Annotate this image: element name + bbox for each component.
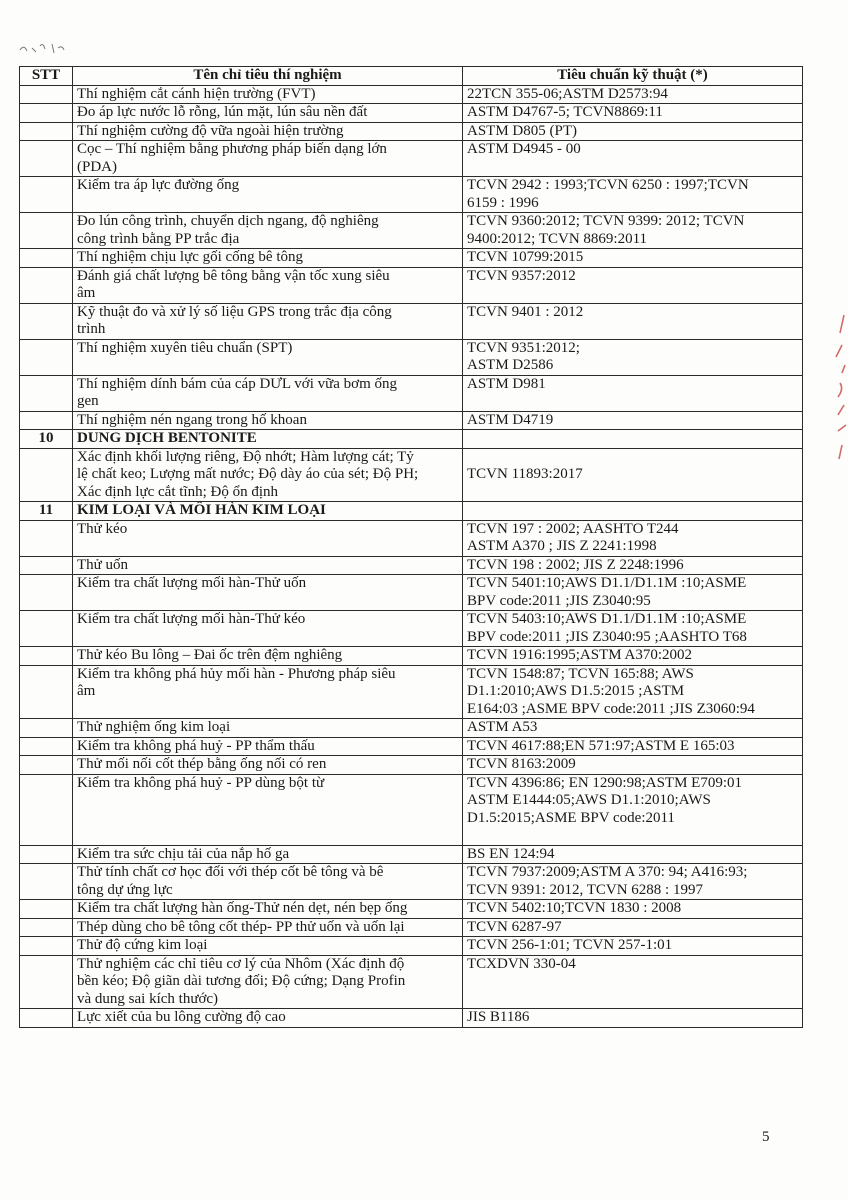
table-row — [20, 719, 803, 738]
test-name-line: Xác định khối lượng riêng, Độ nhớt; Hàm lượng cát; Tỷ — [77, 448, 414, 465]
row-test-name — [73, 647, 463, 666]
standard-line — [467, 827, 798, 845]
standard-line: ASTM D4945 - 00 — [467, 141, 581, 157]
row-test-name — [73, 141, 463, 177]
row-stt — [20, 122, 73, 141]
standard-line: TCVN 9351:2012; — [467, 339, 580, 356]
test-name-line — [77, 701, 458, 719]
row-test-name — [73, 213, 463, 249]
table-row — [20, 177, 803, 213]
row-stt — [20, 85, 73, 104]
row-test-name — [73, 774, 463, 845]
table-row — [20, 575, 803, 611]
row-test-name — [73, 303, 463, 339]
row-stt: 11 — [20, 502, 73, 521]
test-name-line: Thử nghiệm ống kim loại — [77, 719, 231, 735]
test-name-line — [77, 357, 458, 375]
row-stt — [20, 375, 73, 411]
row-stt — [20, 104, 73, 123]
row-test-name — [73, 520, 463, 556]
table-row — [20, 937, 803, 956]
table-row — [20, 141, 803, 177]
row-test-name — [73, 737, 463, 756]
test-name-line: Kiểm tra sức chịu tải của nắp hố ga — [77, 845, 290, 862]
row-standard — [463, 900, 803, 919]
section-row — [20, 502, 803, 521]
standard-line: ASTM D4719 — [467, 411, 554, 428]
row-standard — [463, 774, 803, 845]
standard-line: D1.1:2010;AWS D1.5:2015 ;ASTM — [467, 683, 685, 699]
test-name-line: DUNG DỊCH BENTONITE — [77, 430, 257, 446]
test-name-line: Đo lún công trình, chuyển dịch ngang, độ nghiêng — [77, 213, 379, 229]
standard-line: TCVN 9401 : 2012 — [467, 303, 584, 320]
handwritten-scribble — [18, 36, 78, 56]
standard-line: TCVN 6287-97 — [467, 918, 562, 935]
row-standard — [463, 647, 803, 666]
standard-line: TCVN 8163:2009 — [467, 756, 576, 772]
test-name-line: Thí nghiệm cường độ vữa ngoài hiện trường — [77, 122, 344, 139]
row-stt — [20, 845, 73, 864]
table-row — [20, 122, 803, 141]
row-standard — [463, 611, 803, 647]
row-stt — [20, 339, 73, 375]
standard-line: TCVN 197 : 2002; AASHTO T244 — [467, 520, 679, 537]
row-standard — [463, 864, 803, 900]
table-row — [20, 375, 803, 411]
test-name-line: Cọc – Thí nghiệm bằng phương pháp biến dạng lớn — [77, 141, 387, 157]
row-standard — [463, 556, 803, 575]
standard-line: TCVN 7937:2009;ASTM A 370: 94; A416:93; — [467, 864, 748, 880]
row-stt — [20, 1009, 73, 1028]
standard-line: TCVN 9357:2012 — [467, 267, 576, 284]
row-standard — [463, 756, 803, 775]
standard-line: ASTM A370 ; JIS Z 2241:1998 — [467, 538, 657, 554]
test-name-line: Thí nghiệm cắt cánh hiện trường (FVT) — [77, 85, 316, 102]
row-test-name — [73, 430, 463, 449]
row-stt — [20, 267, 73, 303]
standard-line: TCVN 4396:86; EN 1290:98;ASTM E709:01 — [467, 774, 743, 791]
standard-line — [467, 430, 798, 448]
row-standard — [463, 937, 803, 956]
test-name-line: gen — [77, 393, 99, 409]
test-name-line: công trình bằng PP trắc địa — [77, 230, 240, 247]
standard-line: TCVN 5403:10;AWS D1.1/D1.1M :10;ASME — [467, 611, 747, 627]
table-row — [20, 1009, 803, 1028]
row-standard — [463, 213, 803, 249]
standard-line: ASTM E1444:05;AWS D1.1:2010;AWS — [467, 792, 711, 808]
test-name-line: Kiểm tra chất lượng mối hàn-Thử kéo — [77, 611, 306, 627]
standard-line — [467, 973, 798, 991]
row-standard — [463, 737, 803, 756]
row-test-name — [73, 104, 463, 123]
standard-line: TCVN 11893:2017 — [467, 466, 583, 482]
row-test-name — [73, 665, 463, 719]
table-row — [20, 955, 803, 1009]
standard-line — [467, 991, 798, 1009]
row-test-name — [73, 611, 463, 647]
standard-line: TCVN 1548:87; TCVN 165:88; AWS — [467, 665, 694, 682]
table-row — [20, 104, 803, 123]
standard-line — [467, 484, 798, 502]
row-stt — [20, 249, 73, 268]
standard-line: BPV code:2011 ;JIS Z3040:95 ;AASHTO T68 — [467, 628, 747, 645]
test-name-line: Thí nghiệm chịu lực gối cống bê tông — [77, 249, 304, 265]
table-header-row — [20, 67, 803, 86]
row-standard — [463, 141, 803, 177]
table-row — [20, 85, 803, 104]
test-name-line: Kỹ thuật đo và xử lý số liệu GPS trong trắc địa công — [77, 303, 392, 320]
table-row — [20, 774, 803, 845]
row-stt — [20, 556, 73, 575]
standard-line: TCXDVN 330-04 — [467, 955, 576, 972]
test-name-line: Xác định lực cắt tĩnh; Độ ổn định — [77, 483, 279, 500]
test-name-line: Kiểm tra không phá hủy mối hàn - Phương pháp siêu — [77, 665, 396, 682]
row-stt — [20, 900, 73, 919]
row-stt — [20, 611, 73, 647]
test-name-line: Thí nghiệm xuyên tiêu chuẩn (SPT) — [77, 339, 293, 356]
test-name-line: trình — [77, 321, 106, 337]
row-standard — [463, 85, 803, 104]
row-stt — [20, 575, 73, 611]
standard-line: ASTM D805 (PT) — [467, 122, 578, 139]
row-standard — [463, 122, 803, 141]
test-name-line: Đánh giá chất lượng bê tông bằng vận tốc xung siêu — [77, 267, 390, 284]
test-name-line: Thử mối nối cốt thép bằng ống nối có ren — [77, 756, 327, 772]
test-name-line: Thử kéo — [77, 520, 128, 537]
test-name-line: âm — [77, 683, 96, 699]
test-name-line — [77, 195, 458, 213]
row-standard — [463, 375, 803, 411]
test-name-line — [77, 629, 458, 647]
row-stt: 10 — [20, 430, 73, 449]
row-stt — [20, 719, 73, 738]
test-name-line: Thép dùng cho bê tông cốt thép- PP thử uốn và uốn lại — [77, 918, 405, 935]
row-test-name — [73, 267, 463, 303]
test-name-line: âm — [77, 285, 96, 301]
row-test-name — [73, 918, 463, 937]
standard-line: E164:03 ;ASME BPV code:2011 ;JIS Z3060:94 — [467, 700, 755, 717]
row-test-name — [73, 177, 463, 213]
standard-line: TCVN 1916:1995;ASTM A370:2002 — [467, 647, 693, 663]
row-test-name — [73, 411, 463, 430]
test-name-line: Kiểm tra không phá huỷ - PP dùng bột từ — [77, 774, 325, 791]
row-test-name — [73, 1009, 463, 1028]
table-body — [20, 85, 803, 1027]
table-row — [20, 845, 803, 864]
test-name-line — [77, 810, 458, 828]
test-name-line: (PDA) — [77, 158, 117, 175]
row-stt — [20, 737, 73, 756]
table-row — [20, 339, 803, 375]
table-row — [20, 665, 803, 719]
standard-line: TCVN 198 : 2002; JIS Z 2248:1996 — [467, 556, 684, 573]
test-name-line: Thử tính chất cơ học đối với thép cốt bê tông và bê — [77, 864, 384, 880]
row-test-name — [73, 339, 463, 375]
test-name-line: Kiểm tra áp lực đường ống — [77, 177, 240, 193]
test-name-line: Thử kéo Bu lông – Đai ốc trên đệm nghiêng — [77, 647, 343, 663]
row-stt — [20, 774, 73, 845]
table-row — [20, 737, 803, 756]
table-row — [20, 918, 803, 937]
standard-line — [467, 449, 798, 467]
standard-line: TCVN 256-1:01; TCVN 257-1:01 — [467, 937, 673, 953]
table-row — [20, 611, 803, 647]
row-stt — [20, 520, 73, 556]
row-stt — [20, 647, 73, 666]
header-technical-standard: Tiêu chuẩn kỹ thuật (*) — [463, 67, 803, 86]
row-test-name — [73, 85, 463, 104]
table-row — [20, 647, 803, 666]
row-standard — [463, 575, 803, 611]
table-row — [20, 556, 803, 575]
row-stt — [20, 177, 73, 213]
row-stt — [20, 141, 73, 177]
table-row — [20, 303, 803, 339]
row-standard — [463, 665, 803, 719]
row-standard — [463, 502, 803, 521]
row-standard — [463, 845, 803, 864]
row-test-name — [73, 249, 463, 268]
row-standard — [463, 267, 803, 303]
standard-line: ASTM D981 — [467, 375, 546, 392]
row-test-name — [73, 864, 463, 900]
standard-line: 9400:2012; TCVN 8869:2011 — [467, 230, 648, 247]
test-standards-table — [19, 66, 803, 1028]
test-name-line — [77, 827, 458, 845]
row-test-name — [73, 845, 463, 864]
standard-line: 22TCN 355-06;ASTM D2573:94 — [467, 85, 668, 102]
table-row — [20, 448, 803, 502]
row-standard — [463, 520, 803, 556]
table-row — [20, 900, 803, 919]
standard-line: JIS B1186 — [467, 1009, 530, 1025]
standard-line: ASTM D4767-5; TCVN8869:11 — [467, 104, 663, 120]
row-standard — [463, 411, 803, 430]
test-name-line: Đo áp lực nước lỗ rỗng, lún mặt, lún sâu nền đất — [77, 104, 368, 120]
row-standard — [463, 918, 803, 937]
row-test-name — [73, 375, 463, 411]
red-stamp-edge — [820, 305, 848, 475]
row-stt — [20, 213, 73, 249]
row-test-name — [73, 955, 463, 1009]
row-stt — [20, 411, 73, 430]
standard-line: TCVN 9360:2012; TCVN 9399: 2012; TCVN — [467, 213, 745, 229]
test-name-line: Thí nghiệm nén ngang trong hố khoan — [77, 411, 307, 428]
standard-line: BPV code:2011 ;JIS Z3040:95 — [467, 592, 651, 609]
row-stt — [20, 756, 73, 775]
standard-line: BS EN 124:94 — [467, 845, 555, 862]
row-stt — [20, 918, 73, 937]
header-stt: STT — [20, 67, 73, 86]
table-row — [20, 213, 803, 249]
row-test-name — [73, 556, 463, 575]
test-name-line: Kiểm tra chất lượng mối hàn-Thử uốn — [77, 575, 307, 591]
row-stt — [20, 665, 73, 719]
row-stt — [20, 864, 73, 900]
header-test-name: Tên chỉ tiêu thí nghiệm — [73, 67, 463, 86]
row-standard — [463, 339, 803, 375]
test-name-line: Lực xiết của bu lông cường độ cao — [77, 1009, 286, 1025]
test-name-line: bền kéo; Độ giãn dài tương đối; Độ cứng; Dạng Profin — [77, 973, 406, 989]
standard-line — [467, 502, 798, 520]
row-standard — [463, 104, 803, 123]
table-row — [20, 756, 803, 775]
standard-line: ASTM A53 — [467, 719, 538, 735]
row-stt — [20, 937, 73, 956]
row-standard — [463, 719, 803, 738]
row-standard — [463, 303, 803, 339]
table-row — [20, 249, 803, 268]
test-name-line — [77, 593, 458, 611]
test-name-line — [77, 792, 458, 810]
row-test-name — [73, 900, 463, 919]
table-row — [20, 864, 803, 900]
row-stt — [20, 955, 73, 1009]
row-test-name — [73, 756, 463, 775]
test-name-line: lệ chất keo; Lượng mất nước; Độ dày áo của sét; Độ PH; — [77, 466, 419, 482]
test-name-line: Thử nghiệm các chỉ tiêu cơ lý của Nhôm (Xác định độ — [77, 955, 405, 972]
standard-line: TCVN 4617:88;EN 571:97;ASTM E 165:03 — [467, 737, 735, 754]
test-name-line: Thử uốn — [77, 556, 129, 573]
row-test-name — [73, 448, 463, 502]
row-standard — [463, 1009, 803, 1028]
standard-line: TCVN 9391: 2012, TCVN 6288 : 1997 — [467, 881, 703, 898]
standard-line: TCVN 2942 : 1993;TCVN 6250 : 1997;TCVN — [467, 177, 749, 193]
standard-line: TCVN 5402:10;TCVN 1830 : 2008 — [467, 900, 682, 916]
test-name-line — [77, 538, 458, 556]
standard-line: 6159 : 1996 — [467, 194, 539, 211]
standard-line: TCVN 10799:2015 — [467, 249, 584, 265]
section-row — [20, 430, 803, 449]
standard-line: ASTM D2586 — [467, 357, 554, 373]
test-name-line: Kiểm tra không phá huỷ - PP thẩm thấu — [77, 737, 315, 754]
test-name-line: KIM LOẠI VÀ MỐI HÀN KIM LOẠI — [77, 502, 326, 518]
table-row — [20, 411, 803, 430]
test-name-line: Kiểm tra chất lượng hàn ống-Thử nén dẹt, nén bẹp ống — [77, 900, 408, 916]
test-name-line: tông dự ứng lực — [77, 881, 173, 898]
row-standard — [463, 955, 803, 1009]
table-row — [20, 267, 803, 303]
standard-line: D1.5:2015;ASME BPV code:2011 — [467, 809, 675, 826]
row-stt — [20, 448, 73, 502]
standard-line: TCVN 5401:10;AWS D1.1/D1.1M :10;ASME — [467, 575, 747, 591]
row-standard — [463, 249, 803, 268]
test-name-line: Thử độ cứng kim loại — [77, 937, 208, 953]
row-standard — [463, 448, 803, 502]
row-test-name — [73, 122, 463, 141]
row-test-name — [73, 937, 463, 956]
row-test-name — [73, 719, 463, 738]
table-row — [20, 520, 803, 556]
row-test-name — [73, 502, 463, 521]
row-standard — [463, 430, 803, 449]
row-stt — [20, 303, 73, 339]
page-number: 5 — [762, 1129, 770, 1145]
test-name-line: và dung sai kích thước) — [77, 990, 219, 1007]
row-test-name — [73, 575, 463, 611]
test-name-line: Thí nghiệm dính bám của cáp DƯL với vữa bơm ống — [77, 375, 398, 392]
row-standard — [463, 177, 803, 213]
